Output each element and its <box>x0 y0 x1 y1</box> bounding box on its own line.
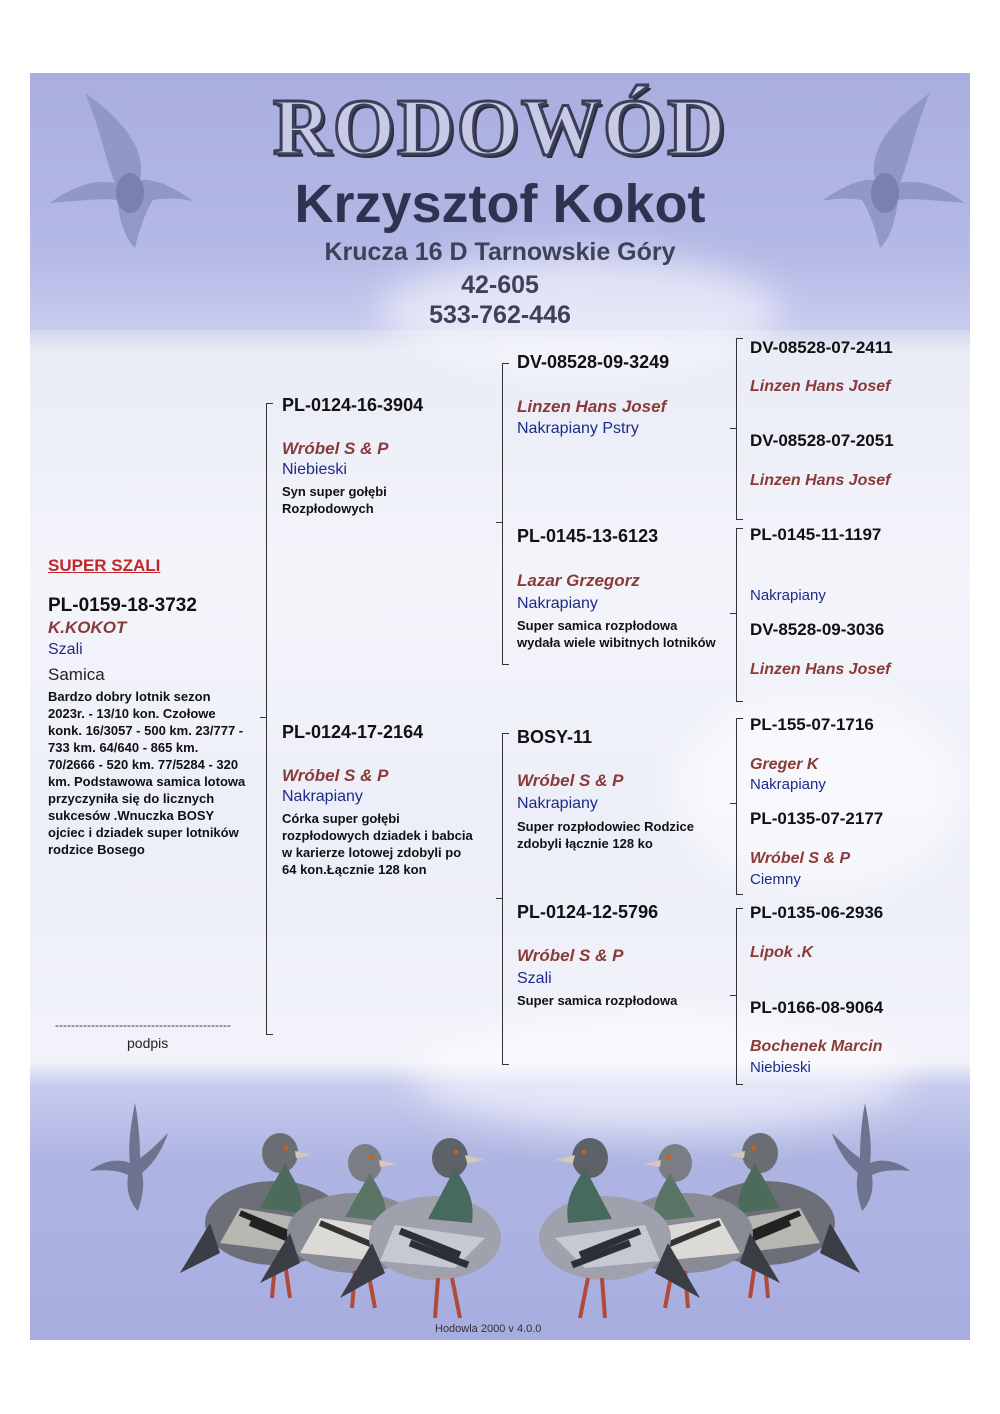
breeder-postal-code: 42-605 <box>461 271 539 299</box>
ggp-2-owner: Linzen Hans Josef <box>750 472 891 489</box>
subject-name: SUPER SZALI <box>48 556 161 575</box>
ggp-5-ring: PL-155-07-1716 <box>750 715 874 734</box>
ggp-3-color: Nakrapiany <box>750 587 826 604</box>
granddam-paternal-description: Super samica rozpłodowa wydała wiele wibitnych lotników <box>517 618 716 650</box>
ggp-4-ring: DV-8528-09-3036 <box>750 620 885 639</box>
grandsire-maternal-description: Super rozpłodowiec Rodzice zdobyli łącznie 128 ko <box>517 819 694 851</box>
pedigree-sheet <box>30 73 970 1340</box>
ggp-5-color: Nakrapiany <box>750 776 826 793</box>
grandsire-maternal-color: Nakrapiany <box>517 795 598 812</box>
granddam-maternal-description: Super samica rozpłodowa <box>517 993 678 1008</box>
flying-dove-icon <box>90 1103 170 1213</box>
ggp-8-color: Niebieski <box>750 1059 811 1076</box>
grandsire-paternal-color: Nakrapiany Pstry <box>517 420 639 437</box>
father-description: Syn super gołębi Rozpłodowych <box>282 484 387 516</box>
ggp-3-ring: PL-0145-11-1197 <box>750 525 882 544</box>
signature-line: -------------------------------------------- <box>55 1018 231 1032</box>
ggp-7-owner: Lipok .K <box>750 944 814 961</box>
breeder-name: Krzysztof Kokot <box>294 174 706 234</box>
subject-color: Szali <box>48 641 83 658</box>
ggp-7-ring: PL-0135-06-2936 <box>750 903 884 922</box>
ggp-6-owner: Wróbel S & P <box>750 850 851 867</box>
ggp-1-ring: DV-08528-07-2411 <box>750 338 893 357</box>
granddam-maternal-ring: PL-0124-12-5796 <box>517 902 659 922</box>
mother-ring-number: PL-0124-17-2164 <box>282 722 424 742</box>
granddam-paternal-color: Nakrapiany <box>517 595 598 612</box>
page-title: RODOWÓD <box>273 84 727 172</box>
granddam-maternal-owner: Wróbel S & P <box>517 946 624 965</box>
grandsire-maternal-ring: BOSY-11 <box>517 727 593 747</box>
mother-color: Nakrapiany <box>282 788 363 805</box>
ggp-1-owner: Linzen Hans Josef <box>750 378 891 395</box>
bracket-ggp-1 <box>736 338 743 520</box>
bracket-ggp-4 <box>736 908 743 1085</box>
mother-description: Córka super gołębi rozpłodowych dziadek i babcia w karierze lotowej zdobyli po 64 kon.Łącznie 128 kon <box>282 811 473 877</box>
bracket-maternal-grandparents <box>502 733 509 1065</box>
breeder-phone: 533-762-446 <box>429 301 571 329</box>
ggp-2-ring: DV-08528-07-2051 <box>750 431 894 450</box>
subject-owner: K.KOKOT <box>48 618 127 637</box>
signature-label: podpis <box>127 1035 169 1051</box>
ggp-6-color: Ciemny <box>750 871 801 888</box>
ggp-4-owner: Linzen Hans Josef <box>750 661 891 678</box>
grandsire-maternal-owner: Wróbel S & P <box>517 771 624 790</box>
granddam-paternal-ring: PL-0145-13-6123 <box>517 526 659 546</box>
subject-sex: Samica <box>48 665 105 684</box>
software-credit: Hodowla 2000 v 4.0.0 <box>435 1323 542 1335</box>
ggp-5-owner: Greger K <box>750 756 819 773</box>
bracket-ggp-3 <box>736 718 743 895</box>
ggp-8-ring: PL-0166-08-9064 <box>750 998 884 1017</box>
ggp-8-owner: Bochenek Marcin <box>750 1038 883 1055</box>
subject-ring-number: PL-0159-18-3732 <box>48 595 197 616</box>
father-owner: Wróbel S & P <box>282 439 389 458</box>
grandsire-paternal-owner: Linzen Hans Josef <box>517 397 667 416</box>
subject-description: Bardzo dobry lotnik sezon 2023r. - 13/10 kon. Czołowe konk. 16/3057 - 500 km. 23/777 - 733 km. 64/640 - 865 km. 70/2666 - 520 km. 77/5284 - 320 km. Podstawowa samica lotowa przyczyniła się do licznych sukcesów .Wnuczka BOSY ojciec i dziadek super lotników rodzice Bosego <box>48 689 246 857</box>
granddam-paternal-owner: Lazar Grzegorz <box>517 571 640 590</box>
father-ring-number: PL-0124-16-3904 <box>282 395 424 415</box>
racing-pigeon-icon <box>530 1113 860 1333</box>
racing-pigeon-icon <box>180 1113 510 1333</box>
mother-owner: Wróbel S & P <box>282 766 389 785</box>
breeder-address: Krucza 16 D Tarnowskie Góry <box>324 238 676 266</box>
bracket-ggp-2 <box>736 528 743 702</box>
granddam-maternal-color: Szali <box>517 970 552 987</box>
father-color: Niebieski <box>282 461 347 478</box>
grandsire-paternal-ring: DV-08528-09-3249 <box>517 352 670 372</box>
bracket-parents <box>266 403 273 1035</box>
ggp-6-ring: PL-0135-07-2177 <box>750 809 884 828</box>
bracket-paternal-grandparents <box>502 363 509 665</box>
